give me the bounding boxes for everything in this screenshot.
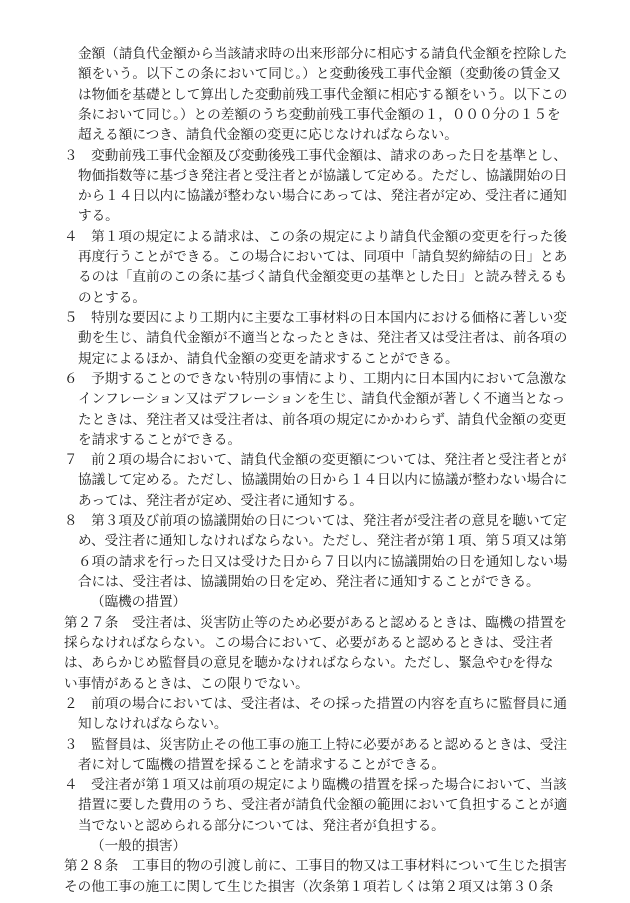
caption-text: （臨機の措置） [91, 594, 187, 611]
text-line: ２ 前項の場合においては、受注者は、その採った措置の内容を直ちに監督員に通 [64, 695, 567, 712]
article-27-caption [91, 592, 186, 612]
text-line: 物価指数等に基づき発注者と受注者とが協議して定める。ただし、協議開始の日 [78, 167, 568, 184]
text-line: 採らなければならない。この場合において、必要があると認めるときは、受注者 [64, 634, 554, 651]
text-line: るのは「直前のこの条に基づく請負代金額変更の基準とした日」と読み替えるも [78, 269, 568, 286]
text-line: ３ 変動前残工事代金額及び変動後残工事代金額は、請求のあった日を基準とし、 [64, 147, 567, 164]
text-line: インフレーション又はデフレーションを生じ、請負代金額が著しく不適当となっ [78, 391, 566, 408]
text-line: のとする。 [78, 289, 146, 306]
text-line: 動を生じ、請負代金額が不適当となったときは、発注者又は受注者は、前各項の [78, 330, 568, 347]
text-line: ３ 監督員は、災害防止その他工事の施工上特に必要があると認めるときは、受注 [64, 736, 567, 753]
article-28-caption [91, 836, 186, 856]
article-27-item-4 [64, 775, 602, 836]
text-line: 金額（請負代金額から当該請求時の出来形部分に相応する請負代金額を控除した [78, 46, 568, 62]
text-line: ６ 予期することのできない特別の事情により、工期内に日本国内において急激な [64, 370, 567, 387]
text-line: ６項の請求を行った日又は受けた日から７日以内に協議開始の日を通知しない場 [78, 553, 568, 570]
text-line: あっては、発注者が定め、受注者に通知する。 [78, 492, 363, 509]
clause-item-4 [64, 227, 602, 308]
text-line: 当でないと認められる部分については、発注者が負担する。 [78, 817, 445, 834]
continuation-paragraph [78, 44, 598, 145]
text-line: たときは、発注者又は受注者は、前各項の規定にかかわらず、請負代金額の変更 [78, 411, 567, 428]
text-line: い事情があるときは、この限りでない。 [64, 675, 309, 692]
text-line: ４ 第１項の規定による請求は、この条の規定により請負代金額の変更を行った後 [64, 228, 567, 245]
text-line: 第２８条 工事目的物の引渡し前に、工事目的物又は工事材料について生じた損害 [64, 858, 567, 875]
text-line: め、受注者に通知しなければならない。ただし、発注者が第１項、第５項又は第 [78, 533, 567, 550]
article-27-item-3 [64, 735, 602, 776]
text-line: 協議して定める。ただし、協議開始の日から１４日以内に協議が整わない場合に [78, 472, 568, 489]
text-line: 条において同じ。）との差額のうち変動前残工事代金額の１，０００分の１５を [78, 106, 561, 123]
article-28 [64, 856, 602, 897]
text-line: ５ 特別な要因により工期内に主要な工事材料の日本国内における価格に著しい変 [64, 310, 567, 327]
text-line: から１４日以内に協議が整わない場合にあっては、発注者が定め、受注者に通知 [78, 188, 567, 205]
text-line: は物価を基礎として算出した変動前残工事代金額に相応する額をいう。以下この [78, 86, 568, 103]
text-line: を請求することができる。 [78, 431, 242, 448]
text-line: 超える額につき、請負代金額の変更に応じなければならない。 [78, 127, 458, 144]
text-line: その他工事の施工に関して生じた損害（次条第１項若しくは第２項又は第３０条 [64, 878, 554, 895]
text-line: 者に対して臨機の措置を採ることを請求することができる。 [78, 756, 446, 773]
article-27 [64, 613, 602, 694]
clause-item-3 [64, 146, 602, 227]
text-line: 第２７条 受注者は、災害防止等のため必要があると認めるときは、臨機の措置を [64, 614, 567, 631]
clause-item-8 [64, 511, 602, 592]
clause-item-5 [64, 308, 602, 369]
text-line: 知しなければならない。 [78, 716, 228, 733]
article-27-item-2 [64, 694, 602, 735]
text-line: ４ 受注者が第１項又は前項の規定により臨機の措置を採った場合において、当該 [64, 777, 567, 794]
caption-text: （一般的損害） [91, 838, 187, 855]
text-line: する。 [78, 208, 119, 225]
text-line: ８ 第３項及び前項の協議開始の日については、発注者が受注者の意見を聴いて定 [64, 513, 567, 530]
text-line: は、あらかじめ監督員の意見を聴かなければならない。ただし、緊急やむを得な [64, 655, 554, 672]
clause-item-6 [64, 369, 602, 450]
clause-item-7 [64, 450, 602, 511]
text-line: ７ 前２項の場合において、請負代金額の変更額については、発注者と受注者とが [64, 452, 567, 469]
text-line: 規定によるほか、請負代金額の変更を請求することができる。 [78, 350, 459, 367]
text-line: 合には、受注者は、協議開始の日を定め、発注者に通知することができる。 [78, 574, 540, 590]
text-line: 額をいう。以下この条において同じ。）と変動後残工事代金額（変動後の賃金又 [78, 66, 561, 83]
text-line: 措置に要した費用のうち、受注者が請負代金額の範囲において負担することが適 [78, 797, 568, 814]
text-line: 再度行うことができる。この場合においては、同項中「請負契約締結の日」とあ [78, 249, 568, 266]
